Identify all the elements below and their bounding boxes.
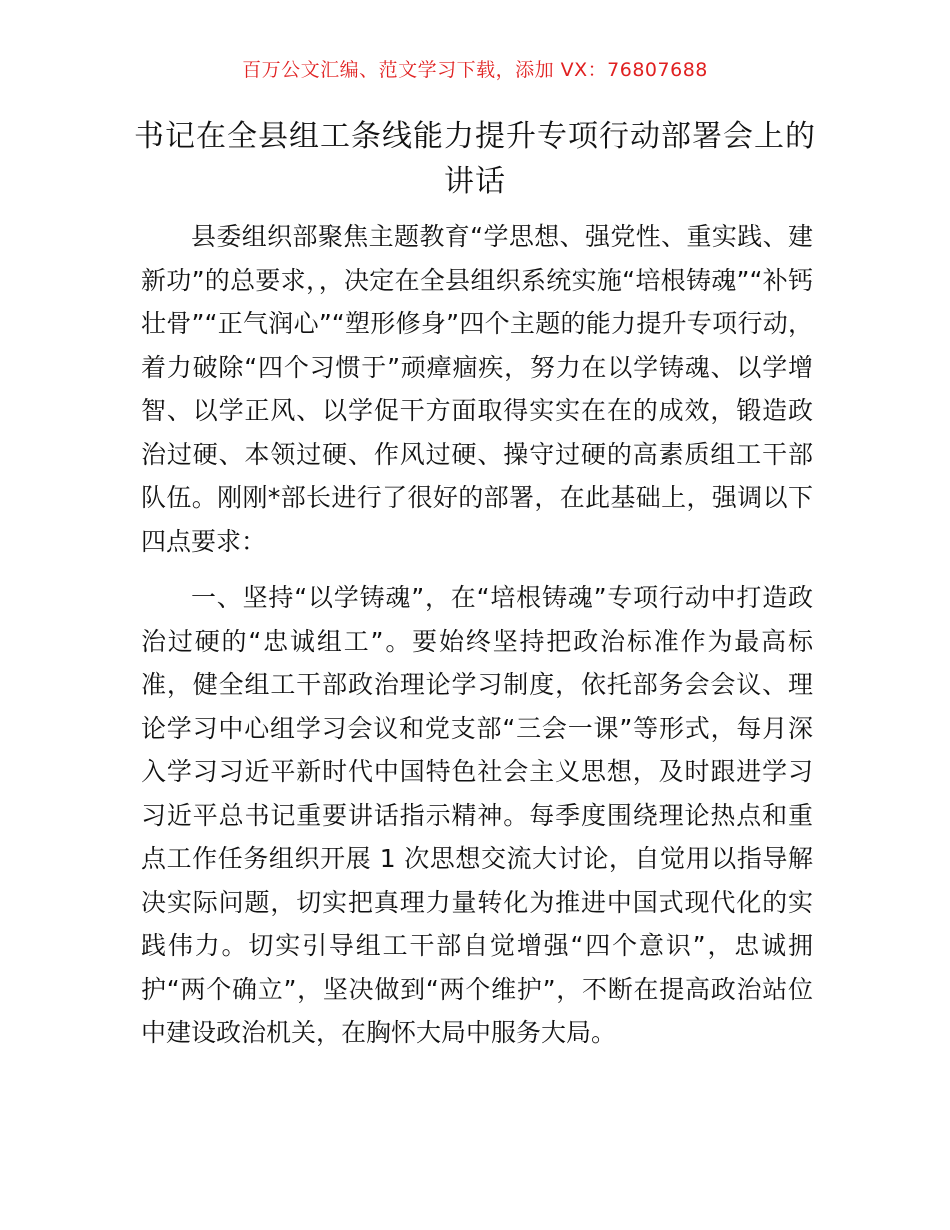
document-title: 书记在全县组工条线能力提升专项行动部署会上的讲话 [134,119,816,199]
paragraph-intro: 县委组织部聚焦主题教育“学思想、强党性、重实践、建新功”的总要求，，决定在全县组织系统实施“培根铸魂”“补钙壮骨”“正气润心”“塑形修身”四个主题的能力提升专项行动，着力破除“四个习惯于”顽瘴痼疾，努力在以学铸魂、以学增智、以学正风、以学促干方面取得实实在在的成效，锻造政治过硬、本领过硬、作风过硬、操守过硬的高素质组工干部队伍。刚刚*部长进行了很好的部署，在此基础上，强调以下四点要求： [141,222,813,556]
paragraph-point-one: 一、坚持“以学铸魂”，在“培根铸魂”专项行动中打造政治过硬的“忠诚组工”。要始终坚持把政治标准作为最高标准，健全组工干部政治理论学习制度，依托部务会会议、理论学习中心组学习会议和党支部“三会一课”等形式，每月深入学习习近平新时代中国特色社会主义思想，及时跟进学习习近平总书记重要讲话指示精神。每季度围绕理论热点和重点工作任务组织开展 1 次思想交流大讨论，自觉用以指导解决实际问题，切实把真理力量转化为推进中国式现代化的实践伟力。切实引导组工干部自觉增强“四个意识”，忠诚拥护“两个确立”，坚决做到“两个维护”，不断在提高政治站位中建设政治机关，在胸怀大局中服务大局。 [141,583,813,1047]
header-banner: 百万公文汇编、范文学习下载，添加 VX：76807688 [242,59,708,81]
document-body [141,215,813,1055]
